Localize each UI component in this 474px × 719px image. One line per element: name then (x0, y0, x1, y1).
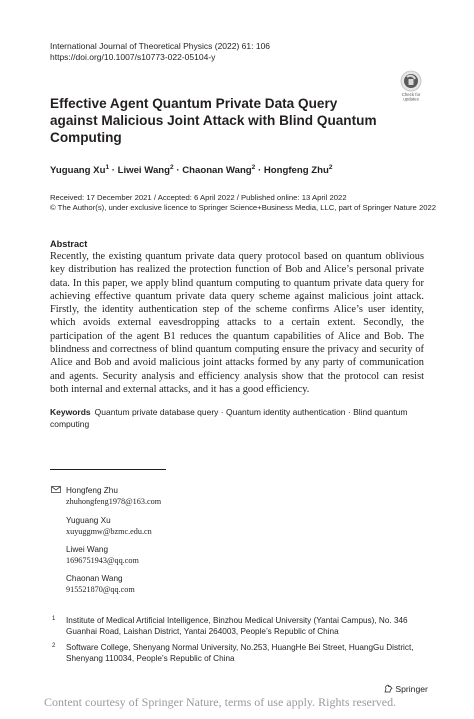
correspondence-email[interactable]: 915521870@qq.com (66, 585, 135, 594)
article-title: Effective Agent Quantum Private Data Query against Malicious Joint Attack with Blind Quantum Computing (50, 96, 377, 145)
journal-reference (50, 41, 270, 63)
affiliation-2: Software College, Shenyang Normal University, No.253, HuangHe Bei Street, HuangGu District, Shenyang 110034, People’s Republic of China (66, 643, 414, 663)
springer-horse-icon (384, 684, 393, 693)
author-4[interactable]: Hongfeng Zhu$^2$ (263, 164, 333, 177)
correspondence-2 (66, 515, 152, 537)
abstract-text: Recently, the existing quantum private data query protocol based on quantum oblivious key distribution has realized the protection function of Bob and Alice’s personal private data. In this paper, we apply blind quantum computing to quantum private data query for achieving effective quantum private data query scheme against malicious joint attack. Firstly, the identity authentication step of the scheme confirms Alice’s user identity, which avoids external eavesdropping attacks to a certain extent. Secondly, the participation of the agent B1 reduces the quantum capabilities of Alice and Bob. The blindness and correctness of blind quantum computing ensure the privacy and security of Alice and Bob and avoid malicious joint attacks formed by any party of communication and agents. Security analysis and efficiency analysis show that the protocol can resist both internal and external attacks, and it has a good efficiency. (50, 251, 424, 395)
affiliation-number: 1 (52, 616, 56, 622)
correspondence-1 (66, 485, 161, 507)
correspondence-email[interactable]: xuyuggmw@bzmc.edu.cn (66, 527, 152, 536)
correspondence-4 (66, 573, 135, 595)
badge-line2: updates (403, 96, 419, 102)
journal-citation: International Journal of Theoretical Physics (2022) 61: 106 (50, 41, 271, 51)
footnote-divider (50, 469, 166, 470)
author-1[interactable]: Yuguang Xu$^1$ (50, 164, 110, 177)
author-3[interactable]: Chaonan Wang$^2$ (182, 164, 256, 177)
correspondence-name: Hongfeng Zhu (66, 486, 118, 495)
correspondence-email[interactable]: 1696751943@qq.com (66, 556, 139, 565)
badge-line1: Check for (401, 92, 421, 97)
affiliation-1: Institute of Medical Artificial Intelligence, Binzhou Medical University (Yantai Campus), No. 346 Guanhai Road, Laishan District, Yantai 264003, People’s Republic of China (66, 616, 408, 636)
correspondence-name: Liwei Wang (66, 545, 109, 554)
received-dates: Received: 17 December 2021 / Accepted: 6 April 2022 / Published online: 13 April 2022 (50, 193, 347, 202)
affiliation-number: 2 (52, 643, 56, 649)
doi-link[interactable]: https://doi.org/10.1007/s10773-022-05104-y (50, 52, 216, 62)
publication-dates (50, 193, 436, 213)
correspondence-name: Chaonan Wang (66, 574, 123, 583)
check-for-updates-badge[interactable] (396, 70, 426, 102)
keywords-label: Keywords (50, 407, 91, 417)
author-2[interactable]: Liwei Wang$^2$ (117, 164, 174, 177)
envelope-icon (51, 486, 61, 493)
correspondence-3 (66, 544, 139, 566)
keywords (50, 406, 424, 430)
abstract-heading: Abstract (50, 239, 88, 249)
copyright-line: © The Author(s), under exclusive licence to Springer Science+Business Media, LLC, part of Springer Nature 2022 (50, 203, 437, 212)
correspondence-email[interactable]: zhuhongfeng1978@163.com (66, 497, 162, 506)
content-courtesy-footer: Content courtesy of Springer Nature, terms of use apply. Rights reserved. (44, 695, 397, 709)
publisher-name: Springer (395, 684, 428, 694)
keywords-text: Quantum private database query · Quantum identity authentication · Blind quantum computing (50, 407, 408, 429)
publisher-logo (384, 684, 428, 694)
correspondence-name: Yuguang Xu (66, 516, 111, 525)
author-list: Yuguang $Xu^1$ · Liwei Wang$^2$ · Chaonan Wang$^2$ · Hongfeng Zhu$^2$ (50, 164, 333, 177)
check-for-updates-icon (396, 70, 426, 102)
